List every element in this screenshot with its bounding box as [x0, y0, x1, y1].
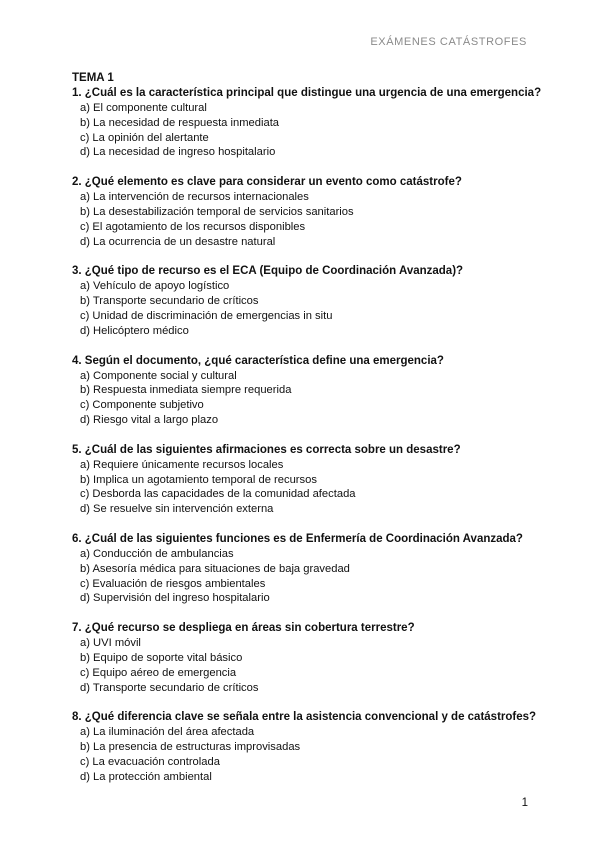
answer-option: b) Respuesta inmediata siempre requerida — [80, 384, 292, 397]
question-text: 1. ¿Cuál es la característica principal que distingue una urgencia de una emergencia? — [72, 87, 542, 99]
question-block — [72, 175, 542, 249]
answer-option: c) Componente subjetivo — [80, 399, 204, 412]
question-text: 3. ¿Qué tipo de recurso es el ECA (Equipo de Coordinación Avanzada)? — [72, 265, 464, 278]
answer-options — [72, 725, 542, 784]
answer-option: c) Desborda las capacidades de la comunidad afectada — [80, 488, 356, 501]
answer-options — [72, 190, 542, 249]
answer-option: a) Conducción de ambulancias — [80, 547, 234, 560]
document-header-title: EXÁMENES CATÁSTROFES — [370, 36, 527, 48]
answer-options — [72, 458, 542, 517]
answer-option: d) Helicóptero médico — [80, 324, 189, 337]
answer-option: b) Equipo de soporte vital básico — [80, 651, 243, 664]
question-block — [72, 443, 542, 517]
question-block — [72, 86, 542, 160]
answer-option: c) La evacuación controlada — [80, 755, 220, 768]
question-block — [72, 264, 542, 338]
question-block — [72, 710, 542, 784]
answer-option: d) La protección ambiental — [80, 770, 212, 783]
answer-options — [72, 636, 542, 695]
answer-option: c) Equipo aéreo de emergencia — [80, 666, 237, 679]
question-block — [72, 621, 542, 695]
section-title: TEMA 1 — [72, 72, 114, 84]
answer-options — [72, 547, 542, 606]
answer-option: a) Componente social y cultural — [80, 369, 237, 382]
question-block — [72, 532, 542, 606]
answer-option: a) El componente cultural — [80, 102, 207, 114]
answer-options — [72, 279, 542, 338]
page-number: 1 — [521, 797, 528, 809]
question-text: 4. Según el documento, ¿qué característica define una emergencia? — [72, 354, 444, 367]
answer-option: d) Transporte secundario de críticos — [80, 681, 259, 694]
answer-options — [72, 369, 542, 428]
exam-content — [72, 71, 542, 800]
question-list — [72, 86, 542, 785]
answer-option: a) Vehículo de apoyo logístico — [80, 280, 230, 293]
answer-option: a) UVI móvil — [80, 637, 141, 650]
answer-option: c) El agotamiento de los recursos disponibles — [80, 220, 306, 233]
answer-option: d) Se resuelve sin intervención externa — [80, 503, 274, 516]
answer-option: a) La iluminación del área afectada — [80, 726, 255, 739]
answer-option: b) Asesoría médica para situaciones de baja gravedad — [80, 562, 350, 575]
question-text: 7. ¿Qué recurso se despliega en áreas sin cobertura terrestre? — [72, 622, 415, 635]
answer-option: b) Implica un agotamiento temporal de recursos — [80, 473, 317, 486]
answer-option: d) Supervisión del ingreso hospitalario — [80, 592, 270, 605]
question-text: 8. ¿Qué diferencia clave se señala entre la asistencia convencional y de catástrofes? — [72, 711, 537, 724]
answer-option: b) La necesidad de respuesta inmediata — [80, 116, 280, 129]
answer-option: c) La opinión del alertante — [80, 131, 209, 144]
answer-option: d) La necesidad de ingreso hospitalario — [80, 146, 276, 159]
answer-option: a) Requiere únicamente recursos locales — [80, 458, 284, 471]
answer-option: b) Transporte secundario de críticos — [80, 295, 259, 308]
answer-options — [72, 101, 542, 160]
question-text: 6. ¿Cuál de las siguientes funciones es de Enfermería de Coordinación Avanzada? — [72, 532, 523, 545]
question-text: 5. ¿Cuál de las siguientes afirmaciones es correcta sobre un desastre? — [72, 443, 461, 456]
answer-option: c) Evaluación de riesgos ambientales — [80, 577, 266, 590]
question-block — [72, 354, 542, 428]
question-text: 2. ¿Qué elemento es clave para considerar un evento como catástrofe? — [72, 176, 462, 189]
answer-option: d) Riesgo vital a largo plazo — [80, 413, 219, 426]
answer-option: b) La presencia de estructuras improvisadas — [80, 741, 301, 754]
answer-option: b) La desestabilización temporal de servicios sanitarios — [80, 205, 354, 218]
answer-option: a) La intervención de recursos internacionales — [80, 191, 309, 204]
answer-option: c) Unidad de discriminación de emergencias in situ — [80, 309, 333, 322]
answer-option: d) La ocurrencia de un desastre natural — [80, 235, 276, 248]
